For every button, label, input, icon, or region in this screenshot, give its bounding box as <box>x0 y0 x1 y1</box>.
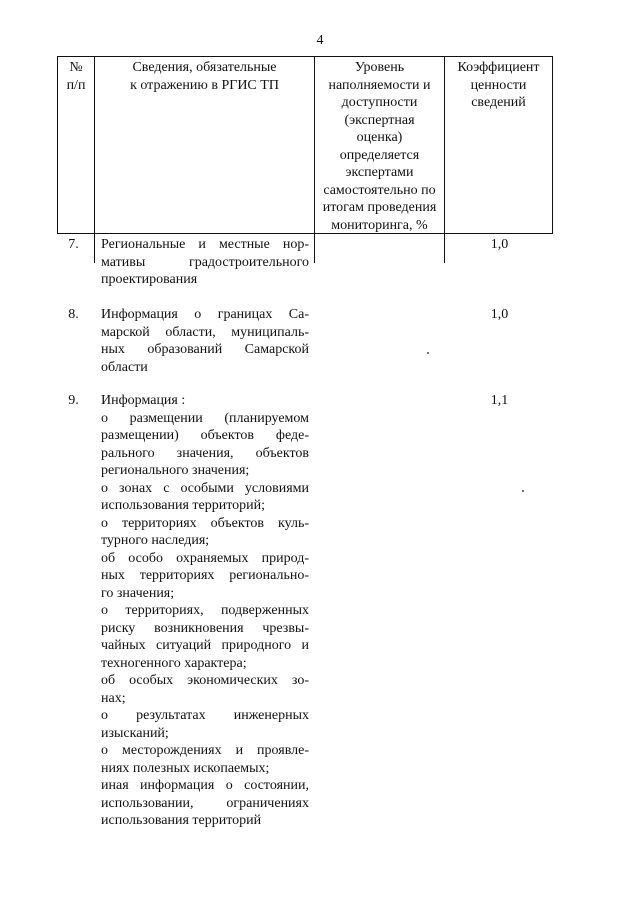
row-line: турного наследия; <box>101 533 210 548</box>
row-number: 9. <box>68 393 79 408</box>
row-line: техногенного характера; <box>101 655 247 671</box>
row-coefficient: 1,0 <box>490 307 509 322</box>
row-line: ниях полезных ископаемых; <box>101 760 270 776</box>
header-information <box>95 57 315 233</box>
page-number: 4 <box>316 33 324 48</box>
row-line: Региональные и местные нор- <box>101 237 309 252</box>
header-line: (экспертная <box>344 112 415 128</box>
row-line: о территориях, подверженных <box>101 603 309 618</box>
row-text <box>101 392 309 830</box>
header-line: Коэффициент <box>457 60 540 75</box>
column-divider <box>314 233 315 263</box>
table-header <box>57 56 553 234</box>
column-divider <box>94 233 95 263</box>
scan-speck <box>522 490 524 492</box>
header-line: определяется <box>339 147 420 163</box>
row-line: изысканий; <box>101 725 169 741</box>
row-line: использования территорий <box>101 813 262 828</box>
row-line: области <box>101 359 148 375</box>
row-line: нах; <box>101 690 126 706</box>
row-line: Информация о границах Са- <box>101 307 309 322</box>
header-line: самостоятельно по <box>323 182 436 198</box>
row-line: мативы градостроительного <box>101 254 309 270</box>
header-line: оценка) <box>356 130 403 145</box>
header-line: сведений <box>471 95 526 110</box>
row-line: иная информация о состоянии, <box>101 778 309 793</box>
row-line: размещении) объектов феде- <box>101 428 309 443</box>
row-line: о месторождениях и проявле- <box>101 743 309 758</box>
row-number: 7. <box>68 237 79 252</box>
header-line: № <box>69 60 83 75</box>
row-line: об особых экономических зо- <box>101 673 309 688</box>
header-line: мониторинга, % <box>331 217 428 233</box>
row-line: го значения; <box>101 585 175 601</box>
row-line: проектирования <box>101 272 198 287</box>
row-line: регионального значения; <box>101 463 250 478</box>
header-line: доступности <box>341 95 418 110</box>
row-line: о размещении (планируемом <box>101 410 309 426</box>
row-line: марской области, муниципаль- <box>101 324 309 340</box>
header-line: экспертами <box>345 165 414 180</box>
header-number <box>58 57 95 233</box>
header-fill-level <box>315 57 445 233</box>
row-coefficient: 1,1 <box>490 393 509 408</box>
row-line: о территориях объектов куль- <box>101 515 309 531</box>
row-line: о результатах инженерных <box>101 708 309 723</box>
header-line: наполняемости и <box>328 77 431 93</box>
header-line: ценности <box>470 77 527 93</box>
scan-speck <box>427 352 429 354</box>
header-coefficient <box>445 57 552 233</box>
row-line: чайных ситуаций природного и <box>101 638 309 653</box>
row-line: рального значения, объектов <box>101 445 309 461</box>
row-line: использования территорий; <box>101 498 266 513</box>
header-line: к отражению в РГИС ТП <box>130 77 279 93</box>
row-number: 8. <box>68 307 79 322</box>
row-line: ных образований Самарской <box>101 342 309 357</box>
row-text <box>101 236 309 289</box>
header-line: итогам проведения <box>322 200 437 215</box>
row-line: ных территориях регионально- <box>101 568 309 583</box>
row-line: использовании, ограничениях <box>101 795 309 811</box>
row-line: о зонах с особыми условиями <box>101 480 309 496</box>
column-divider <box>444 233 445 263</box>
row-line: риску возникновения чрезвы- <box>101 620 309 636</box>
row-line: Информация : <box>101 393 186 408</box>
row-text <box>101 306 309 376</box>
header-line: Уровень <box>354 60 405 75</box>
row-line: об особо охраняемых природ- <box>101 550 309 566</box>
header-line: Сведения, обязательные <box>132 60 277 75</box>
row-coefficient: 1,0 <box>490 237 509 252</box>
header-line: п/п <box>66 77 86 93</box>
